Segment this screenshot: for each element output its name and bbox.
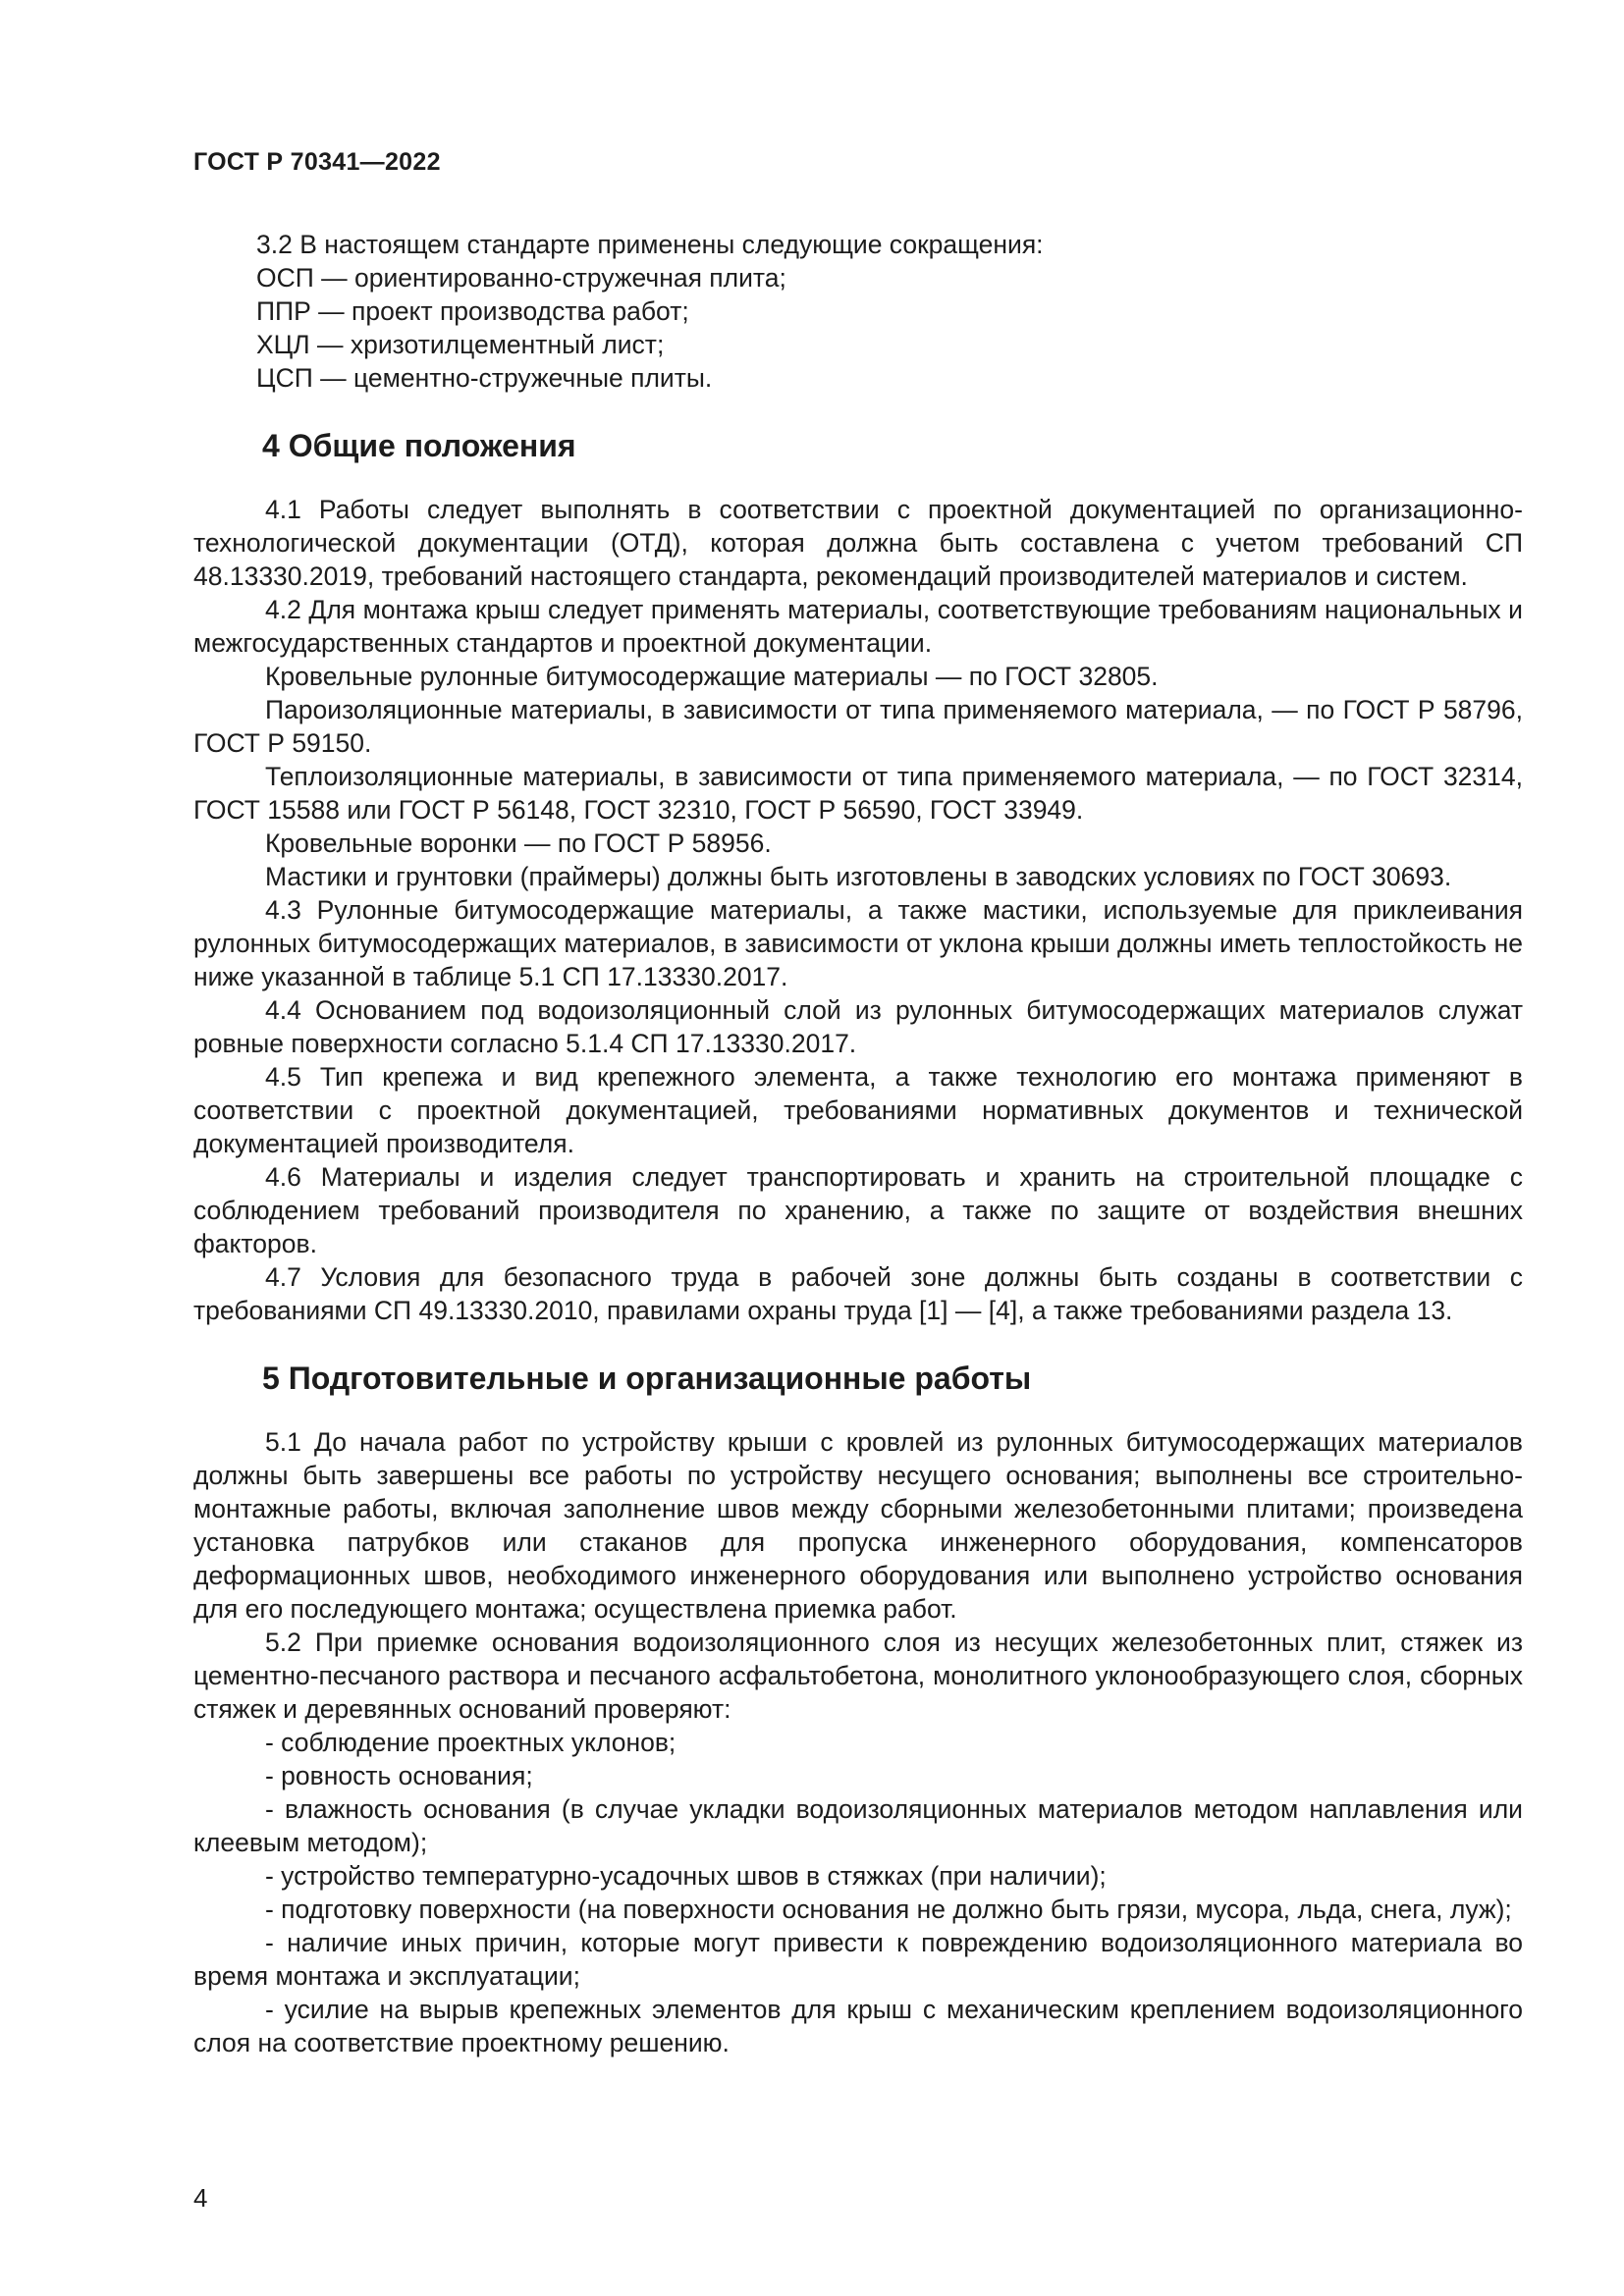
abbreviation-item: ЦСП — цементно-стружечные плиты. bbox=[256, 363, 713, 393]
paragraph: Пароизоляционные материалы, в зависимости от типа применяемого материала, — по ГОСТ Р 58796, ГОСТ Р 59150. bbox=[193, 695, 1523, 758]
paragraph: Кровельные рулонные битумосодержащие материалы — по ГОСТ 32805. bbox=[265, 662, 1159, 691]
abbreviation-item: ППР — проект производства работ; bbox=[256, 296, 689, 326]
abbreviations-lead: 3.2 В настоящем стандарте применены следующие сокращения: bbox=[256, 230, 1044, 259]
paragraph: Кровельные воронки — по ГОСТ Р 58956. bbox=[265, 828, 772, 858]
list-item: - ровность основания; bbox=[265, 1761, 533, 1790]
abbreviation-item: ОСП — ориентированно-стружечная плита; bbox=[256, 263, 786, 293]
page-number: 4 bbox=[193, 2183, 208, 2213]
section-4-heading: 4 Общие положения bbox=[262, 428, 576, 463]
paragraph: 4.1 Работы следует выполнять в соответствии с проектной документацией по организационно-технологической документации (ОТД), которая должна быть составлена с учетом требований СП 48.13330.2019, требований настоящего стандарта, рекомендаций производителей материалов и систем. bbox=[193, 495, 1523, 591]
list-item: - наличие иных причин, которые могут привести к повреждению водоизоляционного материала во время монтажа и эксплуатации; bbox=[193, 1928, 1523, 1991]
list-item: - влажность основания (в случае укладки водоизоляционных материалов методом наплавления или клеевым методом); bbox=[193, 1794, 1523, 1857]
list-item: - соблюдение проектных уклонов; bbox=[265, 1728, 677, 1757]
paragraph: 4.4 Основанием под водоизоляционный слой из рулонных битумосодержащих материалов служат ровные поверхности согласно 5.1.4 СП 17.13330.2017. bbox=[193, 995, 1523, 1058]
list-item: - подготовку поверхности (на поверхности основания не должно быть грязи, мусора, льда, снега, луж); bbox=[265, 1895, 1512, 1924]
section-5-heading: 5 Подготовительные и организационные работы bbox=[262, 1361, 1032, 1396]
paragraph: 5.1 До начала работ по устройству крыши с кровлей из рулонных битумосодержащих материалов должны быть завершены все работы по устройству несущего основания; выполнены все строительно-монтажные работы, включая заполнение швов между сборными железобетонными плитами; произведена установка патрубков или стаканов для пропуска инженерного оборудования, компенсаторов деформационных швов, необходимого инженерного оборудования или выполнено устройство основания для его последующего монтажа; осуществлена приемка работ. bbox=[193, 1427, 1523, 1624]
paragraph: 4.2 Для монтажа крыш следует применять материалы, соответствующие требованиям национальных и межгосударственных стандартов и проектной документации. bbox=[193, 595, 1523, 658]
page-body bbox=[193, 228, 1523, 2059]
paragraph: Теплоизоляционные материалы, в зависимости от типа применяемого материала, — по ГОСТ 32314, ГОСТ 15588 или ГОСТ Р 56148, ГОСТ 32310, ГОСТ Р 56590, ГОСТ 33949. bbox=[193, 762, 1523, 825]
list-item: - устройство температурно-усадочных швов в стяжках (при наличии); bbox=[265, 1861, 1107, 1891]
list-item: - усилие на вырыв крепежных элементов для крыш с механическим креплением водоизоляционного слоя на соответствие проектному решению. bbox=[193, 1995, 1523, 2057]
paragraph: 5.2 При приемке основания водоизоляционного слоя из несущих железобетонных плит, стяжек из цементно-песчаного раствора и песчаного асфальтобетона, монолитного уклонообразующего слоя, сборных стяжек и деревянных оснований проверяют: bbox=[193, 1628, 1523, 1724]
paragraph: 4.5 Тип крепежа и вид крепежного элемента, а также технологию его монтажа применяют в соответствии с проектной документацией, требованиями нормативных документов и технической документацией производителя. bbox=[193, 1062, 1523, 1158]
paragraph: 4.3 Рулонные битумосодержащие материалы, а также мастики, используемые для приклеивания рулонных битумосодержащих материалов, в зависимости от уклона крыши должны иметь теплостойкость не ниже указанной в таблице 5.1 СП 17.13330.2017. bbox=[193, 895, 1523, 991]
abbreviation-item: ХЦЛ — хризотилцементный лист; bbox=[256, 330, 665, 359]
paragraph: 4.7 Условия для безопасного труда в рабочей зоне должны быть созданы в соответствии с требованиями СП 49.13330.2010, правилами охраны труда [1] — [4], а также требованиями раздела 13. bbox=[193, 1262, 1523, 1325]
paragraph: 4.6 Материалы и изделия следует транспортировать и хранить на строительной площадке с соблюдением требований производителя по хранению, а также по защите от воздействия внешних факторов. bbox=[193, 1162, 1523, 1258]
document-header: ГОСТ Р 70341—2022 bbox=[193, 148, 441, 176]
paragraph: Мастики и грунтовки (праймеры) должны быть изготовлены в заводских условиях по ГОСТ 30693. bbox=[265, 862, 1452, 891]
